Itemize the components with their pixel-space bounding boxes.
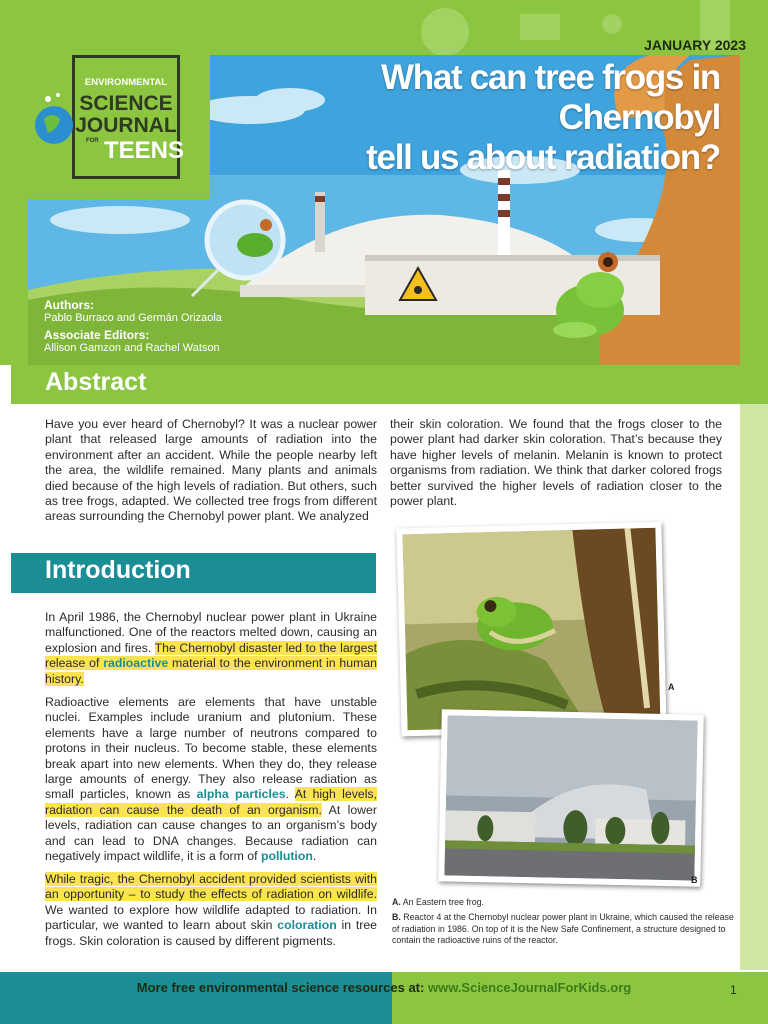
text-span: We wanted to explore how wildlife adapted to radiation. In particular, we wanted to learn about skin [45,902,377,933]
article-title [240,58,720,178]
footer-label: More free environmental science resources at: [136,980,428,995]
title-line-1: What can tree frogs in Chernobyl [381,58,720,137]
journal-logo [28,47,210,199]
header-banner [0,0,768,365]
authors-names: Pablo Burraco and Germán Orizaola [44,312,222,324]
photo-label-a: A [668,682,675,692]
logo-line-science: SCIENCE [79,92,173,115]
caption-text: An Eastern tree frog. [402,897,484,907]
highlight: At high levels, radiation can cause the death of an organism. [45,787,377,817]
editors-names: Allison Gamzon and Rachel Watson [44,342,220,354]
globe-flask-icon [32,89,76,149]
text-span: The Chernobyl disaster led to the largest release of [45,640,377,671]
keyword-alpha-particles: alpha particles [196,787,286,802]
editors-heading: Associate Editors: [44,328,150,342]
abstract-column-2: their skin coloration. We found that the frogs closer to the power plant had darker skin coloration. That’s because they have higher levels of melanin. Melanin is known to protect organisms from radiation. We think that darker colored frogs better survived the higher levels of radiation closer to the power plant. [390,417,722,509]
title-line-2: tell us about radiation? [366,138,720,177]
photo-tree-frog [396,522,666,737]
keyword-radioactive: radioactive [103,656,169,671]
page-right-edge [740,404,768,970]
caption-letter-a: A. [392,897,401,907]
reactor-photo [444,715,697,880]
caption-letter-b: B. [392,912,401,922]
caption-b [392,912,737,947]
text-span: in tree frogs. Skin coloration is caused by different pigments. [45,918,378,948]
introduction-heading: Introduction [45,556,191,584]
text-span: material to the environment in human history. [45,656,377,686]
text-span: Radioactive elements are elements that have unstable nuclei. Examples include uranium and plutonium. These elements have a large number of neutrons compared to protons in their nucleus. To become stable, these elements break apart into new elements. When they do, they release large amounts of energy. They also release radiation as small particles, known as [45,695,377,802]
tree-frog-photo [402,528,660,731]
text-span: In April 1986, the Chernobyl nuclear power plant in Ukraine malfunctioned. One of the reactors melted down, causing an explosion and fires. [45,610,377,655]
photo-reactor [438,709,704,886]
logo-line-journal: JOURNAL [75,114,177,137]
caption-a [392,897,737,909]
text-span: . [312,849,317,864]
logo-line-environmental: ENVIRONMENTAL [84,77,168,88]
logo-line-for: FOR [86,138,99,144]
intro-paragraph-1 [45,610,377,687]
footer-link[interactable]: www.ScienceJournalForKids.org [427,980,632,995]
highlight: While tragic, the Chernobyl accident provided scientists with an opportunity – to study the effects of radiation on wildlife. [45,872,377,902]
intro-paragraph-3 [45,872,377,949]
footer-resources [0,980,768,995]
text-span: At lower levels, radiation can cause changes to an organism’s body and can lead to DNA changes. Because radiation can negatively impact wildlife, it is a form of [45,802,377,864]
authors-heading: Authors: [44,298,94,312]
keyword-coloration: coloration [277,918,337,933]
issue-date: JANUARY 2023 [644,37,746,53]
intro-paragraph-2 [45,695,377,864]
abstract-column-1: Have you ever heard of Chernobyl? It was a nuclear power plant that released large amounts of radiation into the environment after an accident. While the people nearby left the area, the wildlife remained. Many plants and animals died because of the high levels of radiation. But others, such as tree frogs, adapted. We collected tree frogs from different areas surrounding the Chernobyl power plant. We analyzed [45,417,377,524]
abstract-heading: Abstract [45,368,147,396]
page-number: 1 [730,983,737,997]
keyword-pollution: pollution [260,849,313,864]
text-span: . [285,787,295,802]
logo-line-teens: TEENS [104,137,185,164]
photo-label-b: B [691,875,698,885]
caption-text: Reactor 4 at the Chernobyl nuclear power plant in Ukraine, which caused the release of radiation in 1986. On top of it is the New Safe Confinement, a structure designed to contain the radioactive ruins of the reactor. [392,912,734,946]
